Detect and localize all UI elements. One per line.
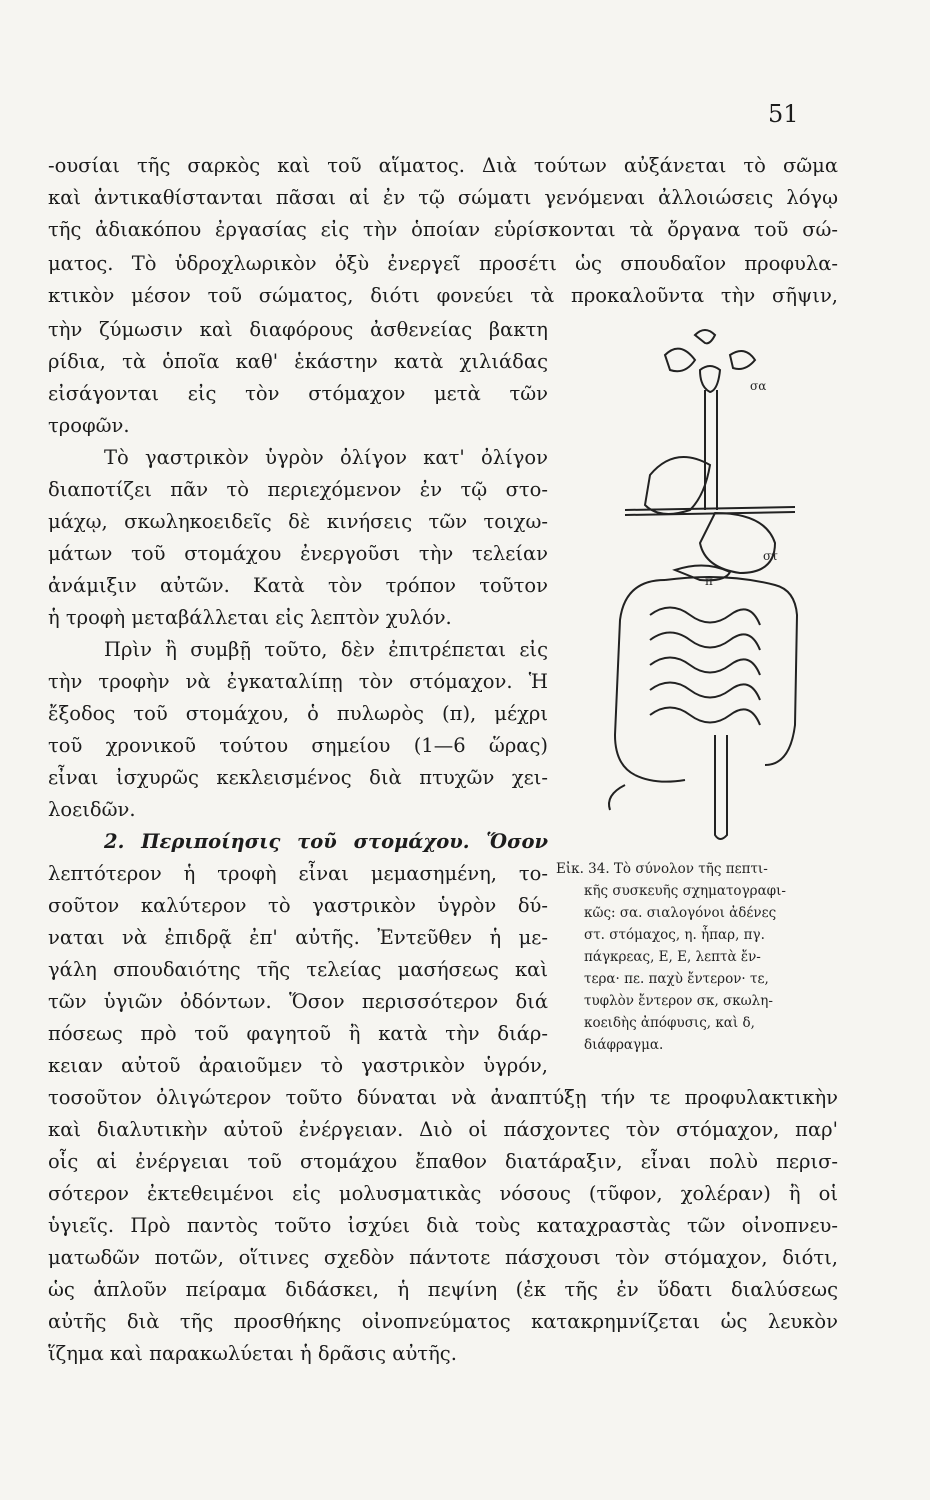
text-line: ὡς ἁπλοῦν πείραμα διδάσκει, ἡ πεψίνη (ἐκ τῆς ἐν ὕδατι διαλύσεως bbox=[48, 1278, 838, 1301]
text-line: καὶ ἀντικαθίστανται πᾶσαι αἱ ἐν τῷ σώματι γενόμεναι ἀλλοιώσεις λόγῳ bbox=[48, 186, 838, 209]
text-line: ἀνάμιξιν αὐτῶν. Κατὰ τὸν τρόπον τοῦτον bbox=[48, 574, 548, 597]
figure-label-p: π bbox=[705, 574, 713, 588]
text-line: καὶ διαλυτικὴν αὐτοῦ ἐνέργειαν. Διὸ οἱ πάσχοντες τὸν στόμαχον, παρ' bbox=[48, 1118, 838, 1141]
text-line: γάλη σπουδαιότης τῆς τελείας μασήσεως καὶ bbox=[48, 958, 548, 981]
text-line: κτικὸν μέσον τοῦ σώματος, διότι φονεύει τὰ προκαλοῦντα τὴν σῆψιν, bbox=[48, 284, 838, 307]
text-line: σοῦτον καλύτερον τὸ γαστρικὸν ὑγρὸν δύ- bbox=[48, 894, 548, 917]
text-line: τὴν ζύμωσιν καὶ διαφόρους ἀσθενείας βακτη bbox=[48, 318, 548, 341]
text-line: λοειδῶν. bbox=[48, 798, 136, 821]
figure-label-st: στ bbox=[763, 549, 778, 563]
caption-line: κῶς: σα. σιαλογόνοι ἀδένες bbox=[584, 905, 777, 921]
text-line: οἷς αἱ ἐνέργειαι τοῦ στομάχου ἔπαθον διατάραξιν, εἶναι πολὺ περισ- bbox=[48, 1150, 838, 1173]
text-line: τῶν ὑγιῶν ὀδόντων. Ὅσον περισσότερον διά bbox=[48, 990, 548, 1013]
caption-line: πάγκρεας, Ε, Ε, λεπτὰ ἔν- bbox=[584, 949, 761, 965]
text-line: ὑγιεῖς. Πρὸ παντὸς τοῦτο ἰσχύει διὰ τοὺς καταχραστὰς τῶν οἰνοπνευ- bbox=[48, 1214, 838, 1237]
text-line: ματωδῶν ποτῶν, οἵτινες σχεδὸν πάντοτε πάσχουσι τὸν στόμαχον, διότι, bbox=[48, 1246, 838, 1269]
caption-line: κοειδὴς ἀπόφυσις, καὶ δ, bbox=[584, 1015, 755, 1031]
text-line: ἔξοδος τοῦ στομάχου, ὁ πυλωρὸς (π), μέχρι bbox=[48, 702, 548, 725]
text-line: κειαν αὐτοῦ ἀραιοῦμεν τὸ γαστρικὸν ὑγρόν, bbox=[48, 1054, 548, 1077]
text-line: τὴν τροφὴν νὰ ἐγκαταλίπῃ τὸν στόμαχον. Ἡ bbox=[48, 670, 548, 693]
text-line: τοῦ χρονικοῦ τούτου σημείου (1—6 ὥρας) bbox=[48, 734, 548, 757]
caption-line: στ. στόμαχος, η. ἧπαρ, πγ. bbox=[584, 927, 765, 943]
text-line: -ουσίαι τῆς σαρκὸς καὶ τοῦ αἵματος. Διὰ τούτων αὐξάνεται τὸ σῶμα bbox=[48, 154, 838, 177]
text-line: Τὸ γαστρικὸν ὑγρὸν ὀλίγον κατ' ὀλίγον bbox=[104, 446, 548, 469]
text-line: ἵζημα καὶ παρακωλύεται ἡ δρᾶσις αὐτῆς. bbox=[48, 1342, 457, 1365]
text-line: τῆς ἀδιακόπου ἐργασίας εἰς τὴν ὁποίαν εὑρίσκονται τὰ ὄργανα τοῦ σώ- bbox=[48, 218, 838, 241]
text-line: τροφῶν. bbox=[48, 414, 130, 437]
text-line: αὐτῆς διὰ τῆς προσθήκης οἰνοπνεύματος κατακρημνίζεται ὡς λευκὸν bbox=[48, 1310, 838, 1333]
caption-line: διάφραγμα. bbox=[584, 1037, 664, 1053]
text-line: εἶναι ἰσχυρῶς κεκλεισμένος διὰ πτυχῶν χει- bbox=[48, 766, 548, 789]
text-line: εἰσάγονται εἰς τὸν στόμαχον μετὰ τῶν bbox=[48, 382, 548, 405]
caption-line: Εἰκ. 34. Τὸ σύνολον τῆς πεπτι- bbox=[556, 861, 768, 877]
text-line: μάτων τοῦ στομάχου ἐνεργοῦσι τὴν τελείαν bbox=[48, 542, 548, 565]
section-heading-line: 2. Περιποίησις τοῦ στομάχου. Ὅσον bbox=[104, 830, 548, 853]
text-line: τοσοῦτον ὀλιγώτερον τοῦτο δύναται νὰ ἀναπτύξῃ τήν τε προφυλακτικὴν bbox=[48, 1086, 838, 1109]
caption-line: τερα· πε. παχὺ ἔντερον· τε, bbox=[584, 971, 769, 987]
text-line: λεπτότερον ἡ τροφὴ εἶναι μεμασημένη, το- bbox=[48, 862, 548, 885]
text-line: ναται νὰ ἐπιδρᾷ ἐπ' αὐτῆς. Ἐντεῦθεν ἡ με- bbox=[48, 926, 548, 949]
text-line: ἡ τροφὴ μεταβάλλεται εἰς λεπτὸν χυλόν. bbox=[48, 606, 452, 629]
text-line: πόσεως πρὸ τοῦ φαγητοῦ ἢ κατὰ τὴν διάρ- bbox=[48, 1022, 548, 1045]
caption-line: τυφλὸν ἔντερον σκ, σκωλη- bbox=[584, 993, 773, 1009]
text-line: σότερον ἐκτεθειμένοι εἰς μολυσματικὰς νόσους (τῦφον, χολέραν) ἢ οἱ bbox=[48, 1182, 838, 1205]
figure-caption bbox=[556, 858, 856, 1056]
caption-line: κῆς συσκευῆς σχηματογραφι- bbox=[584, 883, 786, 899]
text-line: διαποτίζει πᾶν τὸ περιεχόμενον ἐν τῷ στο- bbox=[48, 478, 548, 501]
text-line: μάχῳ, σκωληκοειδεῖς δὲ κινήσεις τῶν τοιχω- bbox=[48, 510, 548, 533]
figure-label-sa: σα bbox=[750, 379, 767, 393]
text-line: ρίδια, τὰ ὁποῖα καθ' ἑκάστην κατὰ χιλιάδας bbox=[48, 350, 548, 373]
digestive-system-figure bbox=[555, 315, 855, 870]
text-line: Πρὶν ἢ συμβῇ τοῦτο, δὲν ἐπιτρέπεται εἰς bbox=[104, 638, 548, 661]
page-number: 51 bbox=[768, 100, 799, 128]
text-line: ματος. Τὸ ὑδροχλωρικὸν ὀξὺ ἐνεργεῖ προσέτι ὡς σπουδαῖον προφυλα- bbox=[48, 252, 838, 275]
